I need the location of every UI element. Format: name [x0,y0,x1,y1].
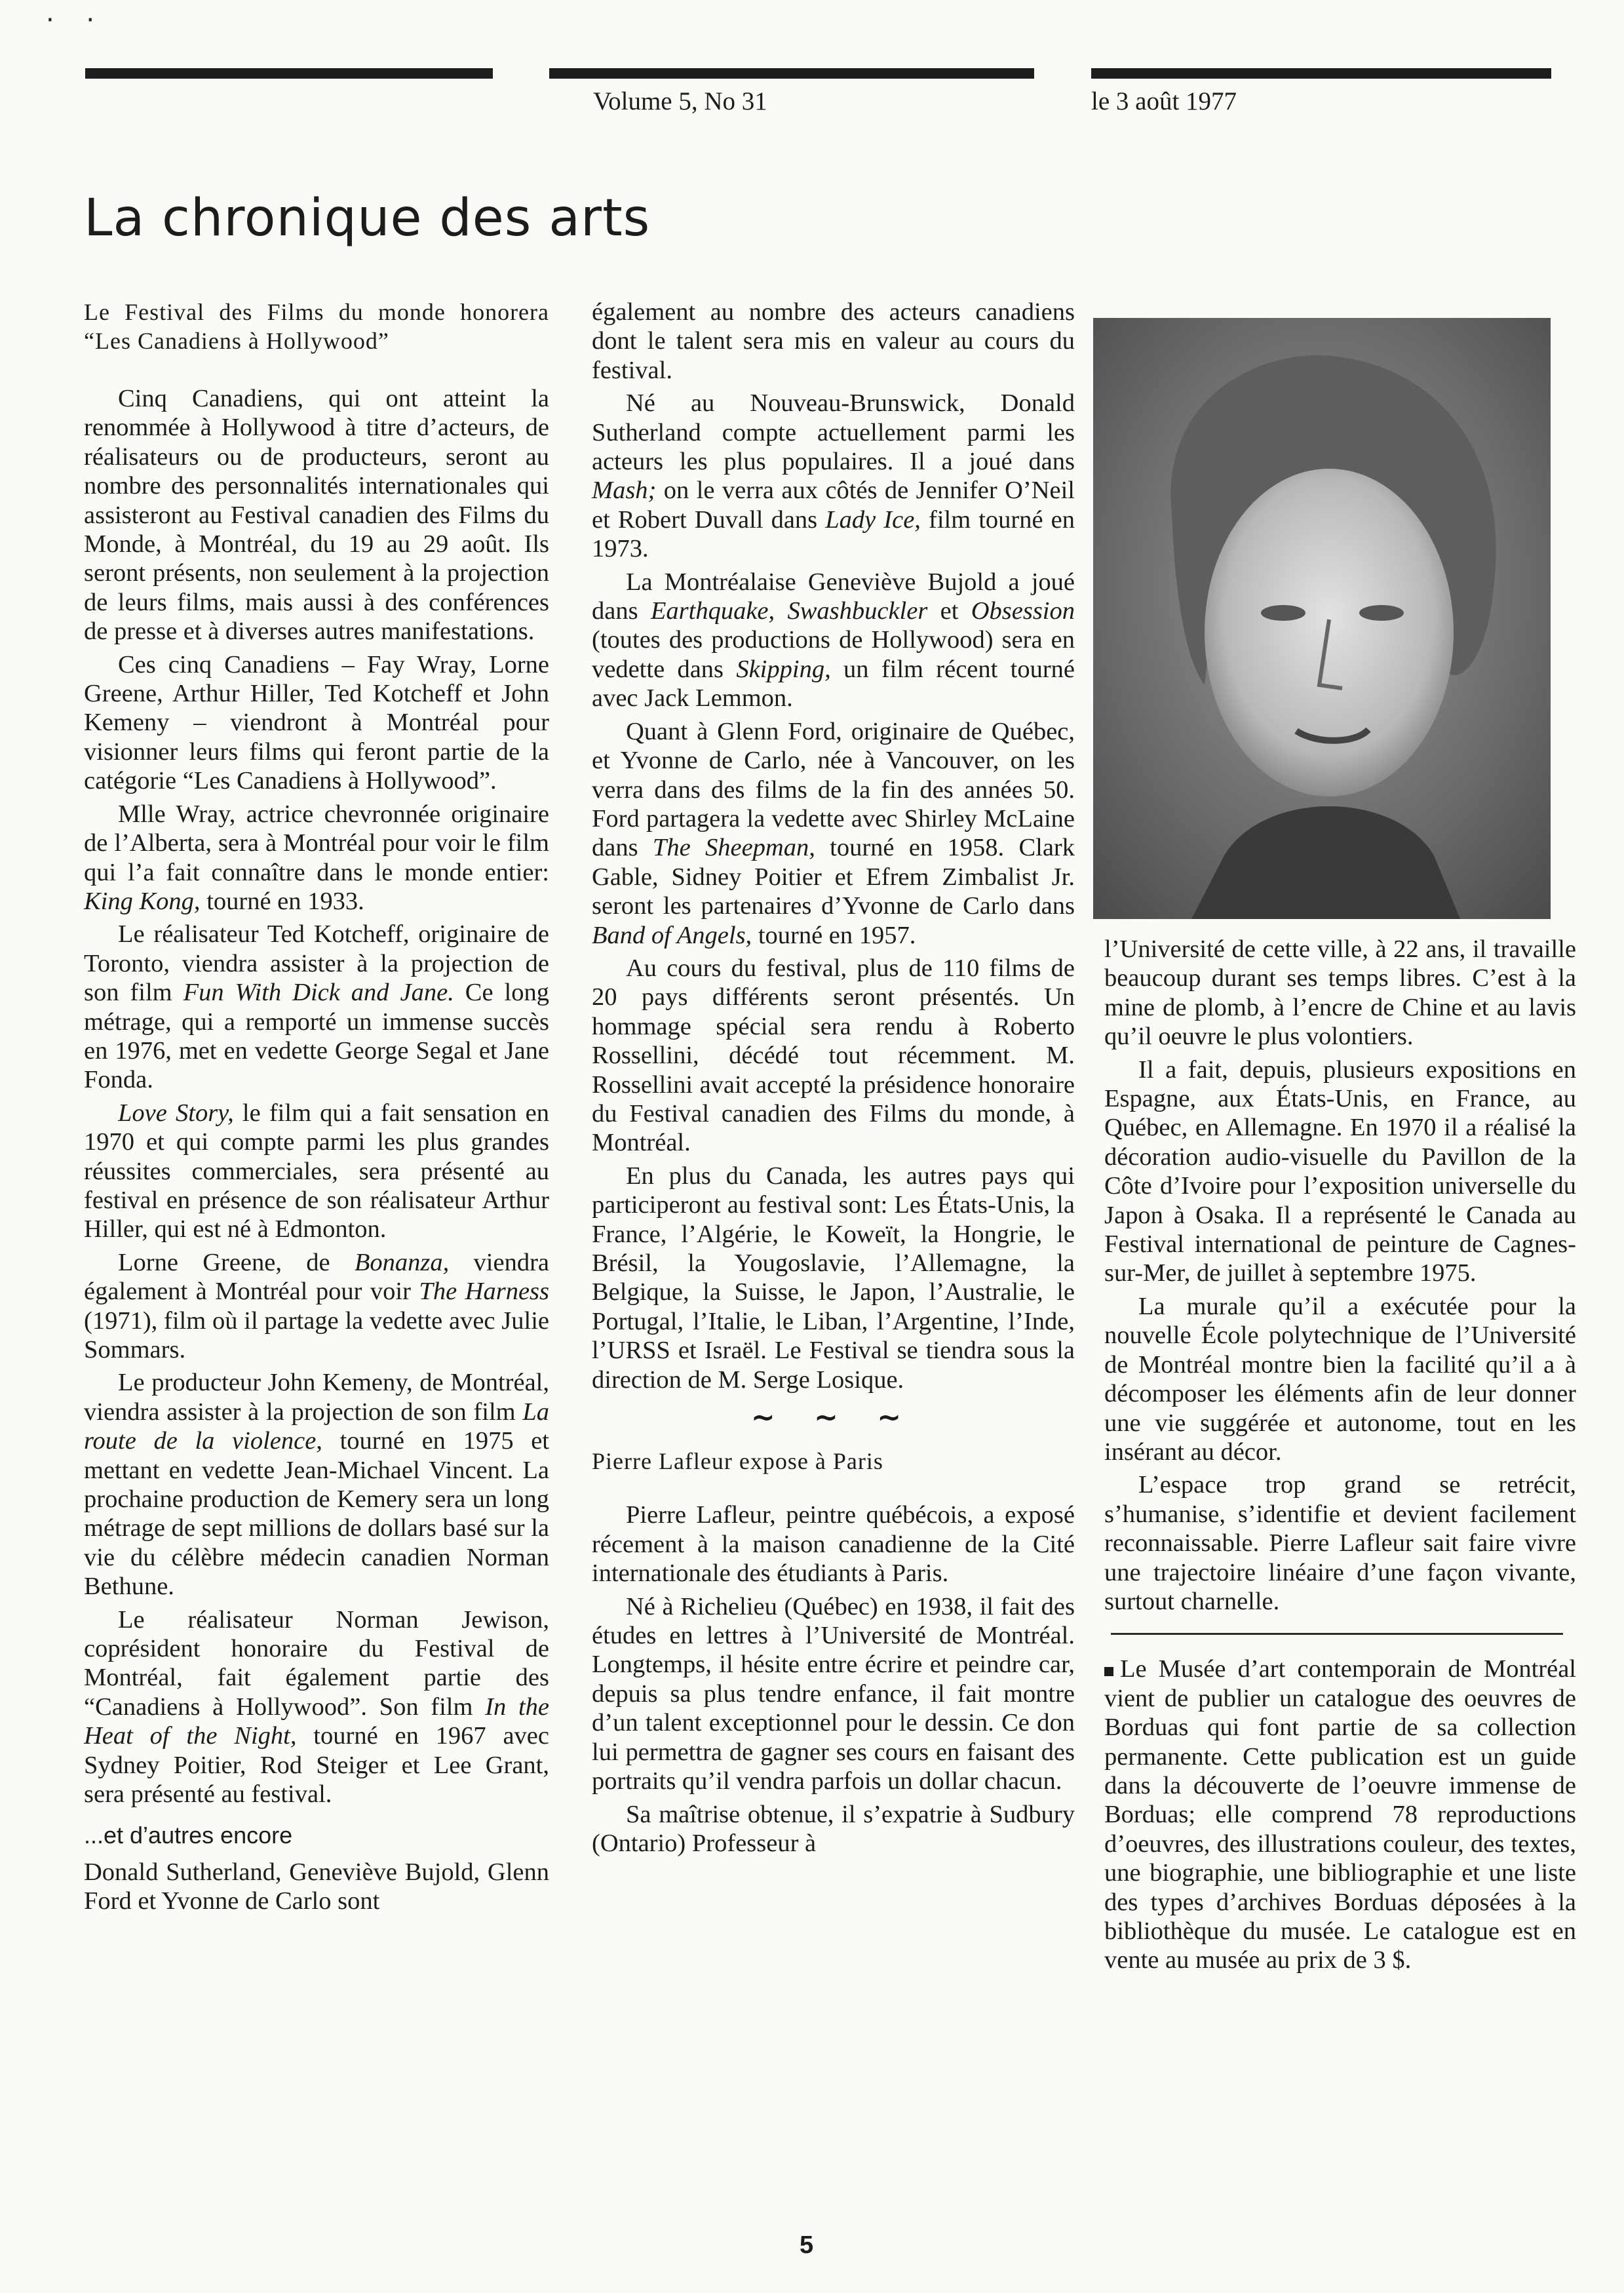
article-paragraph: La Montréalaise Geneviève Bujold a joué dans Earthquake, Swashbuckler et Obsession (toutes des productions de Hollywood) sera en vedette dans Skipping, un film récent tourné avec Jack Lemmon. [592,568,1075,713]
page-number: 5 [800,2231,814,2259]
article-festival-headline: Le Festival des Films du monde honorera “Les Canadiens à Hollywood” [84,299,549,354]
article-paragraph: L’espace trop grand se retrécit, s’humanise, s’identifie et devient facilement reconnaissable. Pierre Lafleur sait faire vivre une trajectoire linéaire d’une façon vivante, surtout charnelle. [1104,1471,1576,1615]
article-paragraph: Lorne Greene, de Bonanza, viendra également à Montréal pour voir The Harness (1971), film où il partage la vedette avec Julie Sommars. [84,1248,549,1363]
article-paragraph: Au cours du festival, plus de 110 films de 20 pays différents seront présentés. Un hommage spécial sera rendu à Roberto Rossellini, décédé tout récemment. M. Rossellini avait accepté la présidence honoraire du Festival canadien des Films du monde, à Montréal. [592,954,1075,1157]
bullet-icon [1104,1667,1113,1676]
article-subhead: ...et d’autres encore [84,1821,293,1849]
article-paragraph: Il a fait, depuis, plusieurs expositions en Espagne, aux États-Unis, en France, au Québec, en Allemagne. En 1970 il a réalisé la décoration audio-visuelle du Pavillon de la Côte d’Ivoire pour l’exposition universelle du Japon à Osaka. Il a représenté le Canada au Festival international de peinture de Cagnes-sur-Mer, de juillet à septembre 1975. [1104,1055,1576,1287]
article-paragraph: l’Université de cette ville, à 22 ans, il travaille beaucoup durant ses temps libres. C’est à la mine de plomb, à l’encre de Chine et au lavis qu’il oeuvre le plus volontiers. [1104,935,1576,1051]
column-1 [84,298,549,1920]
article-paragraph: Ces cinq Canadiens – Fay Wray, Lorne Greene, Arthur Hiller, Ted Kotcheff et John Kemeny – viendront à Montréal pour visionner leurs films qui feront partie de la catégorie “Les Canadiens à Hollywood”. [84,650,549,795]
section-separator: ~ ~ ~ [750,1401,916,1435]
article-paragraph: Sa maîtrise obtenue, il s’expatrie à Sudbury (Ontario) Professeur à [592,1800,1075,1857]
column-2 [592,298,1075,1862]
article-paragraph: Né à Richelieu (Québec) en 1938, il fait des études en lettres à l’Université de Montréal. Longtemps, il hésite entre écrire et peindre car, depuis sa plus tendre enfance, il fait montre d’un talent exceptionnel pour le dessin. Ce don lui permettra de gagner ses cours en faisant des portraits qu’il vendra parfois un dollar chacun. [592,1592,1075,1795]
issue-volume: Volume 5, No 31 [593,87,767,115]
article-paragraph: également au nombre des acteurs canadiens dont le talent sera mis en valeur au cours du festival. [592,298,1075,384]
brief-paragraph: Le Musée d’art contemporain de Montréal vient de publier un catalogue des oeuvres de Borduas qui font partie de sa collection permanente. Cette publication est un guide dans la découverte de l’oeuvre immense de Borduas; elle comprend 78 reproductions d’oeuvres, des illustrations couleur, des textes, une biographie, une bibliographie et une liste des types d’archives Borduas déposées à la bibliothèque du musée. Le catalogue est en vente au musée au prix de 3 $. [1104,1655,1576,1974]
article-paragraph: Né au Nouveau-Brunswick, Donald Sutherland compte actuellement parmi les acteurs les plus populaires. Il a joué dans Mash; on le verra aux côtés de Jennifer O’Neil et Robert Duvall dans Lady Ice, film tourné en 1973. [592,389,1075,563]
issue-date: le 3 août 1977 [1091,87,1237,115]
article-paragraph: Pierre Lafleur, peintre québécois, a exposé récement à la maison canadienne de la Cité internationale des étudiants à Paris. [592,1501,1075,1588]
header-rule-left [85,68,493,79]
page-title: La chronique des arts [84,189,651,248]
header-rule-right [1091,68,1551,79]
article-paragraph: Le réalisateur Norman Jewison, coprésident honoraire du Festival de Montréal, fait également partie des “Canadiens à Hollywood”. Son film In the Heat of the Night, tourné en 1967 avec Sydney Poitier, Rod Steiger et Lee Grant, sera présenté au festival. [84,1605,549,1809]
article-paragraph: Mlle Wray, actrice chevronnée originaire de l’Alberta, sera à Montréal pour voir le film qui l’a fait connaître dans le monde entier: King Kong, tourné en 1933. [84,800,549,915]
article-paragraph: Quant à Glenn Ford, originaire de Québec, et Yvonne de Carlo, née à Vancouver, on les verra dans des films de la fin des années 50. Ford partagera la vedette avec Shirley McLaine dans The Sheepman, tourné en 1958. Clark Gable, Sidney Poitier et Efrem Zimbalist Jr. seront les partenaires d’Yvonne de Carlo dans Band of Angels, tourné en 1957. [592,717,1075,949]
article-paragraph: Donald Sutherland, Geneviève Bujold, Glenn Ford et Yvonne de Carlo sont [84,1858,549,1915]
brief-divider [1111,1633,1563,1635]
column-3 [1104,935,1576,1979]
article-paragraph: Love Story, le film qui a fait sensation en 1970 et qui compte parmi les plus grandes réussites commerciales, sera présenté au festival en présence de son réalisateur Arthur Hiller, qui est né à Edmonton. [84,1099,550,1244]
article-lafleur-headline: Pierre Lafleur expose à Paris [592,1448,883,1475]
article-paragraph: Cinq Canadiens, qui ont atteint la renommée à Hollywood à titre d’acteurs, de réalisateurs ou de producteurs, seront au nombre des personnalités internationales qui assisteront au Festival canadien des Films du Monde, à Montréal, du 19 au 29 août. Ils seront présents, non seulement à la projection de leurs films, mais aussi à des conférences de presse et à diverses autres manifestations. [84,385,549,646]
header-rule-middle [549,68,1034,79]
article-paragraph: La murale qu’il a exécutée pour la nouvelle École polytechnique de l’Université de Montréal montre bien la facilité qu’il a à décomposer les éléments afin de leur donner une vie suggérée et autonome, tout en les insérant au décor. [1104,1292,1576,1466]
article-paragraph: Le producteur John Kemeny, de Montréal, viendra assister à la projection de son film La route de la violence, tourné en 1975 et mettant en vedette Jean-Michael Vincent. La prochaine production de Kemery sera un long métrage de sept millions de dollars basé sur la vie du célèbre médecin canadien Norman Bethune. [84,1369,549,1601]
article-paragraph: Le réalisateur Ted Kotcheff, originaire de Toronto, viendra assister à la projection de son film Fun With Dick and Jane. Ce long métrage, qui a remporté un immense succès en 1976, met en vedette George Segal et Jane Fonda. [84,920,549,1094]
scan-specks: · · [46,5,107,35]
article-paragraph: En plus du Canada, les autres pays qui participeront au festival sont: Les États-Unis, la France, l’Algérie, le Koweït, la Hongrie, le Brésil, la Yougoslavie, l’Allemagne, la Belgique, la Suisse, le Japon, l’Australie, le Portugal, l’Italie, le Liban, l’Argentine, l’Inde, l’URSS et Israël. Le Festival se tiendra sous la direction de M. Serge Losique. [592,1162,1075,1394]
portrait-photo [1093,318,1551,919]
